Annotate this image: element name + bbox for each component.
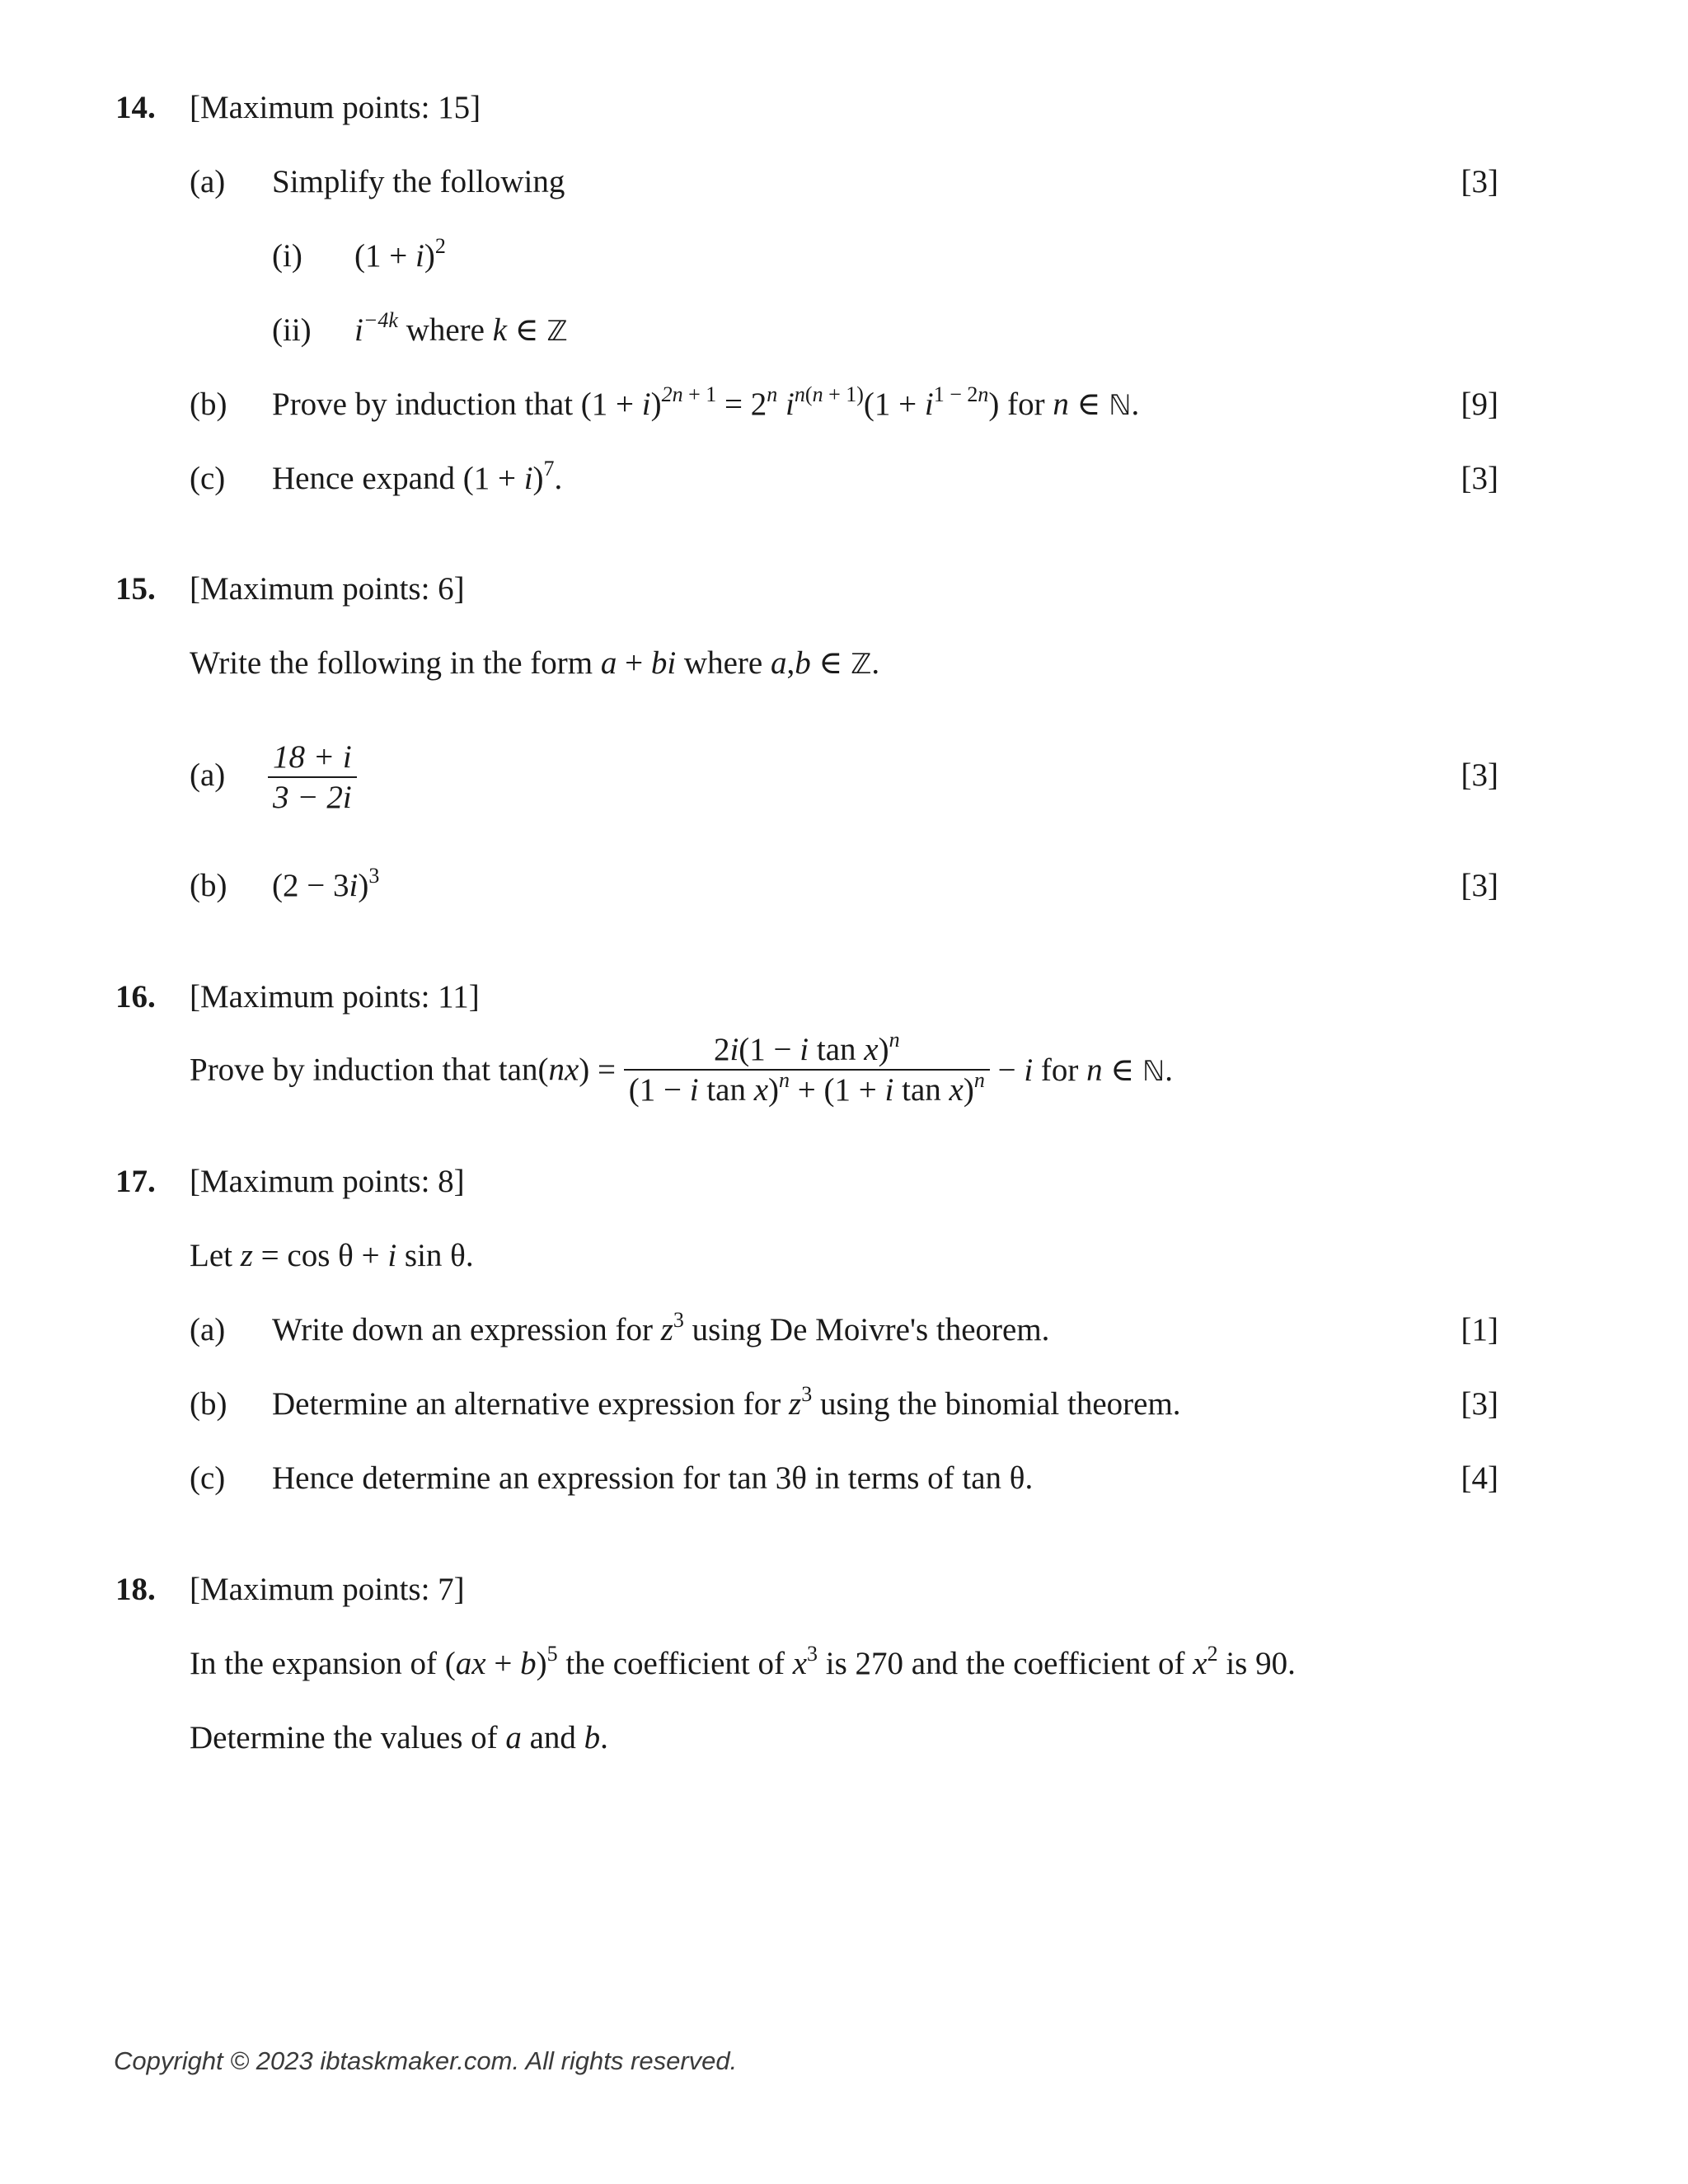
part-text-mid: in terms of bbox=[814, 1460, 954, 1496]
max-points: [Maximum points: 6] bbox=[190, 571, 465, 607]
part-label: (c) bbox=[190, 461, 226, 496]
part-text: Determine an alternative expression for $z^3$ using the binomial theorem. bbox=[272, 1382, 1181, 1422]
max-points: [Maximum points: 8] bbox=[190, 1164, 465, 1199]
numerator: 18 + i bbox=[268, 741, 357, 778]
denominator: (1 − i tan x)$^n$ + (1 + i tan x)$^n$ bbox=[628, 1068, 985, 1108]
marks: [3] bbox=[1461, 757, 1498, 793]
part-label: (a) bbox=[190, 1312, 226, 1347]
marks: [4] bbox=[1461, 1460, 1498, 1496]
task-lead: Determine the values of bbox=[190, 1720, 498, 1755]
math-expression: $i^{-4k}$ where k ∈ ℤ bbox=[354, 308, 568, 348]
marks: [3] bbox=[1461, 1386, 1498, 1422]
part-text-tail: using the binomial theorem. bbox=[819, 1386, 1181, 1422]
marks: [1] bbox=[1461, 1312, 1498, 1347]
statement-part: In the expansion of bbox=[190, 1646, 438, 1681]
subpart-label: (i) bbox=[272, 238, 302, 274]
copyright-footer: Copyright © 2023 ibtaskmaker.com. All rights reserved. bbox=[114, 2046, 738, 2075]
marks: [9] bbox=[1461, 387, 1498, 422]
fraction-body bbox=[268, 741, 357, 813]
statement-part: is 270 and the coefficient of bbox=[825, 1646, 1185, 1681]
part-text-tail: using De Moivre's theorem. bbox=[692, 1312, 1050, 1347]
where-word: where bbox=[406, 312, 485, 348]
statement-text: In the expansion of (ax + b)$^5$ the coefficient of $x^3$ is 270 and the coefficient of $x^2$ is 90. bbox=[190, 1642, 1296, 1681]
part-label: (a) bbox=[190, 757, 226, 793]
statement-lead: Prove by induction that bbox=[190, 1052, 491, 1088]
intro-text: Write the following in the form a + bi where a,b ∈ ℤ. bbox=[190, 645, 880, 681]
subpart-label: (ii) bbox=[272, 312, 312, 348]
fraction-body bbox=[624, 1028, 990, 1108]
marks: [3] bbox=[1461, 461, 1498, 496]
math-expression: $(1 + i)^2$ bbox=[354, 234, 446, 274]
q16-equation: Prove by induction that tan(nx) = $\frac{2i(1 - i \tan x)^n}{(1 - i \tan x)^n + (1 + i \tan x)^n}$ − i for n ∈ ℕ. bbox=[190, 1028, 1174, 1108]
and-word: and bbox=[529, 1720, 576, 1755]
part-text-lead: Hence expand bbox=[272, 461, 455, 496]
part-text: Prove by induction that $(1 + i)^{2n + 1} = 2^n$ $i^{n(n + 1)}(1 + i^{1 - 2n})$ for n ∈ ℕ. bbox=[272, 382, 1140, 422]
intro-text: Let z = cos θ + i sin θ. bbox=[190, 1238, 474, 1273]
part-text: Write down an expression for $z^3$ using De Moivre's theorem. bbox=[272, 1308, 1050, 1347]
max-points: [Maximum points: 15] bbox=[190, 90, 481, 125]
task-text: Determine the values of a and b. bbox=[190, 1720, 608, 1755]
part-text: Hence expand $(1 + i)^7$. bbox=[272, 457, 563, 496]
where-word: where bbox=[683, 645, 763, 681]
intro-lead: Write the following in the form bbox=[190, 645, 593, 681]
marks: [3] bbox=[1461, 164, 1498, 199]
statement-part: the coefficient of bbox=[565, 1646, 785, 1681]
part-text-lead: Prove by induction that bbox=[272, 387, 574, 422]
part-text: Simplify the following bbox=[272, 164, 565, 199]
denominator: 3 − 2i bbox=[273, 780, 352, 815]
part-label: (a) bbox=[190, 164, 226, 199]
part-text-lead: Determine an alternative expression for bbox=[272, 1386, 781, 1422]
numerator: 2i(1 − i tan x)$^n$ bbox=[624, 1033, 990, 1071]
fraction bbox=[268, 741, 357, 813]
max-points: [Maximum points: 11] bbox=[190, 979, 480, 1015]
for-word: for bbox=[1040, 1052, 1079, 1088]
for-word: for bbox=[1007, 387, 1045, 422]
marks: [3] bbox=[1461, 868, 1498, 903]
question-number: 18. bbox=[115, 1572, 156, 1607]
part-label: (b) bbox=[190, 1386, 227, 1422]
question-number: 15. bbox=[115, 571, 156, 607]
statement-part: is 90. bbox=[1226, 1646, 1296, 1681]
question-number: 14. bbox=[115, 90, 156, 125]
part-label: (c) bbox=[190, 1460, 226, 1496]
let-word: Let bbox=[190, 1238, 232, 1273]
part-text-lead: Write down an expression for bbox=[272, 1312, 653, 1347]
math-expression: $(2 - 3i)^3$ bbox=[272, 864, 380, 903]
part-label: (b) bbox=[190, 387, 227, 422]
part-text-lead: Hence determine an expression for bbox=[272, 1460, 720, 1496]
max-points: [Maximum points: 7] bbox=[190, 1572, 465, 1607]
part-text: Hence determine an expression for tan 3θ in terms of tan θ. bbox=[272, 1460, 1034, 1496]
question-number: 16. bbox=[115, 979, 156, 1015]
part-label: (b) bbox=[190, 868, 227, 903]
question-number: 17. bbox=[115, 1164, 156, 1199]
